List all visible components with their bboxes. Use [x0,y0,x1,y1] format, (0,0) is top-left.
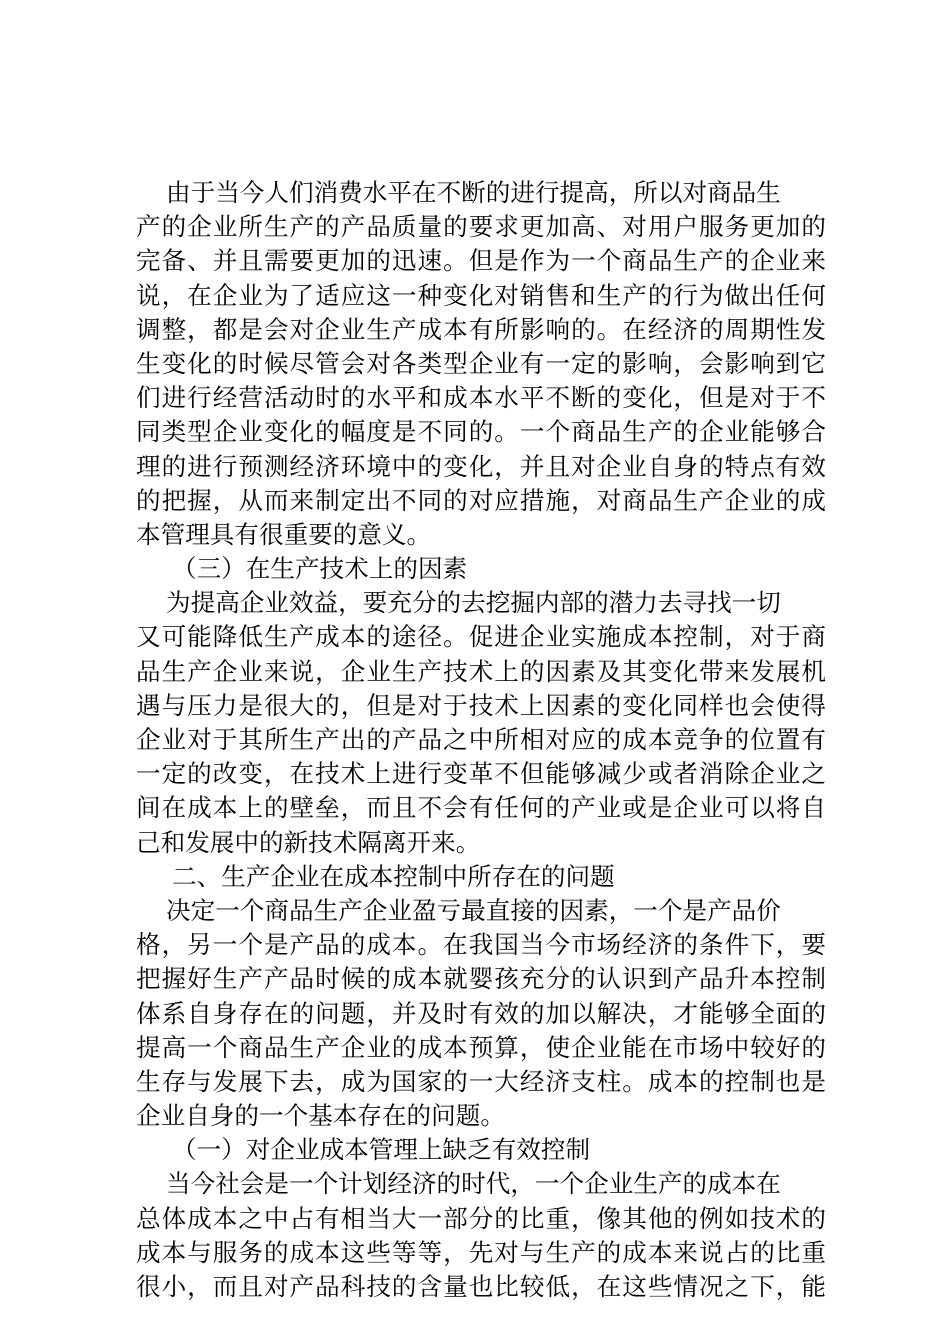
paragraph-line: 理的进行预测经济环境中的变化，并且对企业自身的特点有效 [136,451,826,481]
paragraph-line: 品生产企业来说，企业生产技术上的因素及其变化带来发展机 [136,656,826,686]
paragraph-line: 一定的改变，在技术上进行变革不但能够减少或者消除企业之 [136,759,826,789]
paragraph-line: 生变化的时候尽管会对各类型企业有一定的影响，会影响到它 [136,348,826,378]
paragraph-line: 企业自身的一个基本存在的问题。 [136,1101,505,1131]
paragraph-line: 的把握，从而来制定出不同的对应措施，对商品生产企业的成 [136,485,826,515]
paragraph-line: 企业对于其所生产出的产品之中所相对应的成本竞争的位置有 [136,725,826,754]
section-heading: （三）在生产技术上的因素 [172,554,468,584]
paragraph-line: 调整，都是会对企业生产成本有所影响的。在经济的周期性发 [136,314,826,344]
paragraph-line: 又可能降低生产成本的途径。促进企业实施成本控制，对于商 [136,622,826,652]
document-body [136,176,826,1304]
paragraph-line: 同类型企业变化的幅度是不同的。一个商品生产的企业能够合 [136,417,826,447]
paragraph-line: 成本与服务的成本这些等等，先对与生产的成本来说占的比重 [136,1237,826,1267]
paragraph-line: 遇与压力是很大的，但是对于技术上因素的变化同样也会使得 [136,690,826,720]
paragraph-line: 产的企业所生产的产品质量的要求更加高、对用户服务更加的 [136,212,826,242]
paragraph-line: 由于当今人们消费水平在不断的进行提高，所以对商品生 [166,178,781,207]
paragraph-line: 当今社会是一个计划经济的时代，一个企业生产的成本在 [166,1169,781,1199]
section-heading: 二、生产企业在成本控制中所存在的问题 [172,861,615,891]
paragraph-line: 本管理具有很重要的意义。 [136,519,432,549]
paragraph-line: 把握好生产产品时候的成本就婴孩充分的认识到产品升本控制 [136,964,826,994]
paragraph-line: 们进行经营活动时的水平和成本水平不断的变化，但是对于不 [136,383,826,413]
paragraph-line: 格，另一个是产品的成本。在我国当今市场经济的条件下，要 [136,930,826,960]
paragraph-line: 间在成本上的壁垒，而且不会有任何的产业或是企业可以将自 [136,793,826,823]
paragraph-line: 生存与发展下去，成为国家的一大经济支柱。成本的控制也是 [136,1066,826,1096]
paragraph-line: 很小，而且对产品科技的含量也比较低，在这些情况之下，能 [136,1272,826,1301]
paragraph-line: 决定一个商品生产企业盈亏最直接的因素，一个是产品价 [166,895,781,925]
paragraph-line: 己和发展中的新技术隔离开来。 [136,827,481,857]
paragraph-line: 提高一个商品生产企业的成本预算，使企业能在市场中较好的 [136,1032,826,1062]
paragraph-line: 完备、并且需要更加的迅速。但是作为一个商品生产的企业来 [136,246,826,276]
paragraph-line: 说，在企业为了适应这一种变化对销售和生产的行为做出任何 [136,280,826,310]
paragraph-line: 体系自身存在的问题，并及时有效的加以解决，才能够全面的 [136,998,826,1028]
paragraph-line: 为提高企业效益，要充分的去挖掘内部的潜力去寻找一切 [166,588,781,618]
paragraph-line: 总体成本之中占有相当大一部分的比重，像其他的例如技术的 [136,1203,826,1233]
section-heading: （一）对企业成本管理上缺乏有效控制 [172,1135,591,1165]
